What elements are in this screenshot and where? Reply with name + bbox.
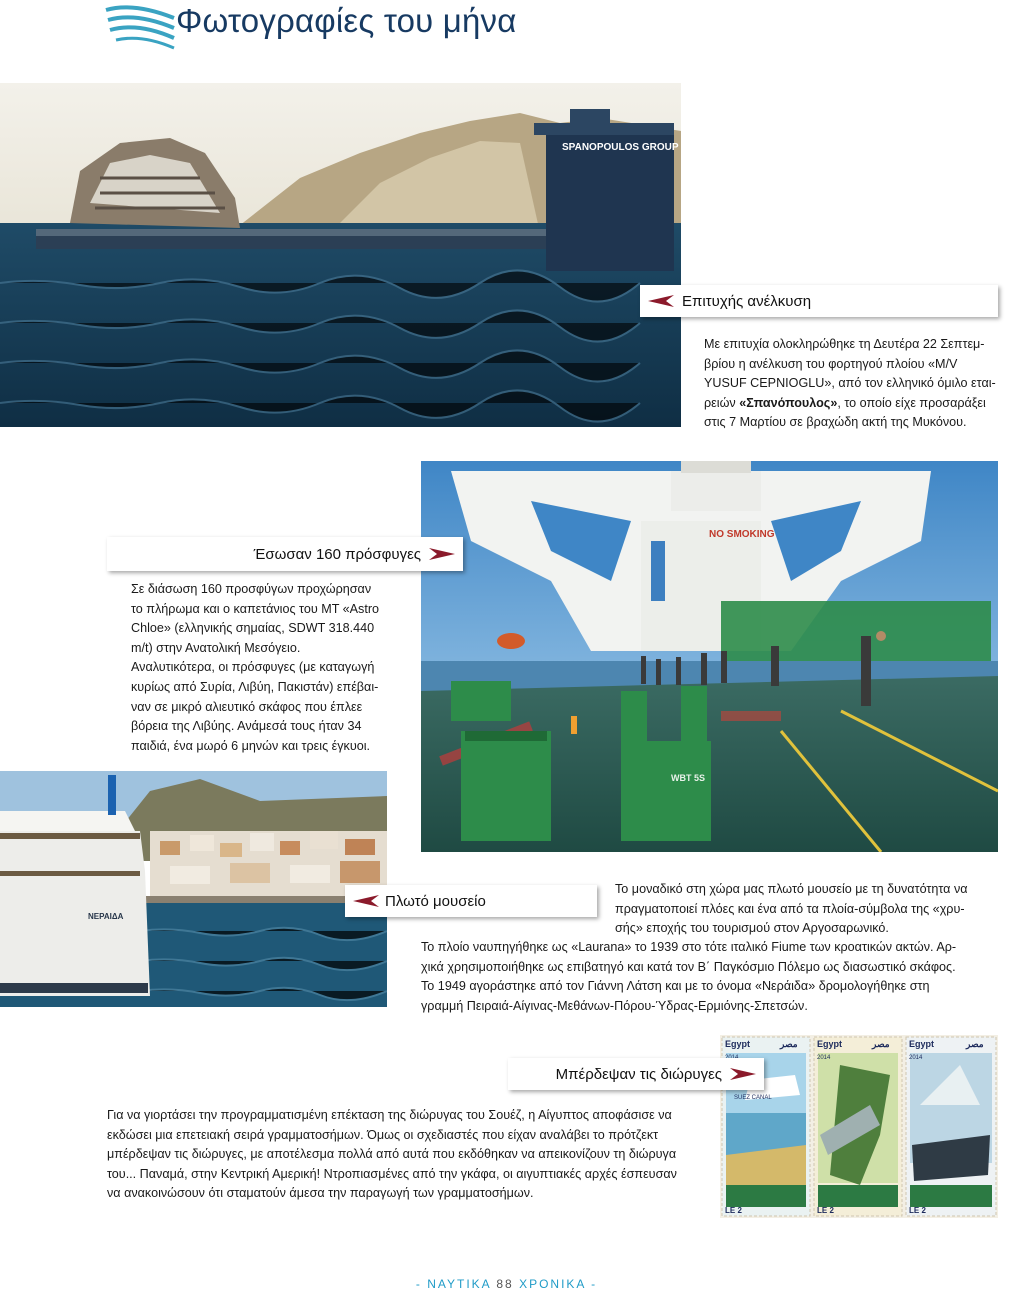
page-footer (0, 1277, 1013, 1291)
no-smoking-sign: NO SMOKING (709, 529, 775, 540)
company-name: «Σπανόπουλος» (739, 395, 838, 410)
stamp-arabic-country: مصر (872, 1039, 890, 1049)
refugees-line: κυρίως από Συρία, Λιβύη, Πακιστάν) επέβαι- (131, 679, 379, 694)
canals-line: εκδώσει μια επετειακή σειρά γραμματοσήμων. Όμως οι σχεδιαστές που είχαν αναλάβει το πρότζεκτ (107, 1127, 659, 1142)
stamp-arabic-country: مصر (966, 1039, 984, 1049)
museum-line: γραμμή Πειραιά-Αίγινας-Μεθάνων-Πόρου-Ύδρας-Ερμιόνης-Σπετσών. (421, 998, 808, 1013)
refugees-line: Chloe» (ελληνικής σημαίας, SDWT 318.440 (131, 621, 375, 636)
canals-line: Για να γιορτάσει την προγραμματισμένη επέκταση της διώρυγας του Σουέζ, η Αίγυπτος αποφάσισε να (107, 1108, 672, 1122)
museum-line: χικά χρησιμοποιήθηκε ως επιβατηγό και κατά τον Β΄ Παγκόσμιο Πόλεμο ως διασωστικό σκάφος. (421, 959, 956, 974)
stamp-country: Egypt (725, 1039, 751, 1049)
caption-refugees-text: Έσωσαν 160 πρόσφυγες (253, 545, 421, 563)
page-number: 88 (496, 1277, 514, 1291)
caption-canals (508, 1058, 764, 1090)
canals-text (107, 1106, 707, 1204)
refugees-line: το πλήρωμα και ο καπετάνιος του ΜΤ «Astro (131, 601, 380, 616)
museum-text-bottom (421, 938, 1006, 1016)
caption-salvage (640, 285, 998, 317)
arrow-right-icon (730, 1068, 756, 1080)
arrow-right-icon (429, 548, 455, 560)
caption-canals-text: Μπέρδεψαν τις διώρυγες (555, 1065, 722, 1083)
refugees-line: παιδιά, ένα μωρό 6 μηνών και τρεις έγκυοι. (131, 738, 371, 753)
salvage-text (704, 335, 1004, 433)
museum-line: Το μοναδικό στη χώρα μας πλωτό μουσείο με τη δυνατότητα να (615, 882, 968, 896)
museum-line: πραγματοποιεί πλόες και ένα από τα πλοία-σύμβολα της «χρυ- (615, 901, 965, 916)
salvage-line: YUSUF CEPNIOGLU», από τον ελληνικό όμιλο εται- (704, 376, 996, 391)
magazine-logo-waves-icon (104, 4, 176, 50)
stamp-canal-label: SUEZ CANAL (734, 1095, 772, 1101)
stamp-year: 2014 (909, 1055, 923, 1061)
tanker-deck-photo (421, 461, 998, 852)
museum-line: Το 1949 αγοράστηκε από τον Γιάννη Λάτση και με το όνομα «Νεράιδα» δρομολογήθηκε στη (421, 979, 930, 994)
refugees-line: Σε διάσωση 160 προσφύγων προχώρησαν (131, 582, 372, 596)
stamp-value: LE 2 (817, 1206, 834, 1215)
caption-salvage-text: Επιτυχής ανέλκυση (682, 292, 812, 310)
museum-line: σής» εποχής του τουρισμού στον Αργοσαρωνικό. (615, 921, 889, 936)
museum-line: Το πλοίο ναυπηγήθηκε ως «Laurana» το 1939 στο τότε ιταλικό Fiume των κροατικών ακτών. Αρ- (421, 940, 957, 954)
stamp-year: 2014 (817, 1055, 831, 1061)
footer-right: ΧΡΟΝΙΚΑ - (519, 1277, 598, 1291)
stamp-arabic-country: مصر (780, 1039, 798, 1049)
caption-museum (345, 885, 597, 917)
footer-left: - ΝΑΥΤΙΚΑ (415, 1277, 492, 1291)
refugees-line: ναν σε μικρό αλιευτικό σκάφος που έπλεε (131, 699, 363, 714)
hydra-harbor-photo (0, 771, 387, 1007)
stamp-country: Egypt (909, 1039, 935, 1049)
page-title-bold: Φωτογραφίες (176, 2, 375, 39)
page-title-thin: του μήνα (383, 2, 517, 39)
boat-name-text: ΝΕΡΑΙΔΑ (88, 912, 124, 921)
refugees-line: Αναλυτικότερα, οι πρόσφυγες (με καταγωγή (131, 660, 375, 675)
museum-text-top (615, 880, 1005, 939)
caption-museum-text: Πλωτό μουσείο (385, 892, 486, 910)
salvage-line: στις 7 Μαρτίου σε βραχώδη ακτή της Μυκόνου. (704, 415, 967, 430)
salvage-photo (0, 83, 681, 427)
refugees-line: βόρεια της Λιβύης. Ανάμεσά τους ήταν 34 (131, 719, 362, 734)
refugees-line: m/t) στην Ανατολική Μεσόγειο. (131, 640, 301, 655)
canals-line: να ανακοινώσουν ότι σταματούν άμεσα την παραγωγή των γραμματοσήμων. (107, 1186, 534, 1201)
stamp-value: LE 2 (909, 1206, 926, 1215)
arrow-left-icon (648, 295, 674, 307)
refugees-text (131, 580, 421, 756)
stamp-value: LE 2 (725, 1206, 742, 1215)
hull-text: SPANOPOULOS GROUP (562, 142, 679, 153)
salvage-line: ρειών «Σπανόπουλος», το οποίο είχε προσαράξει (704, 395, 986, 410)
arrow-left-icon (353, 895, 379, 907)
page-title (176, 2, 517, 40)
salvage-line: βρίου η ανέλκυση του φορτηγού πλοίου «M/V (704, 356, 958, 371)
stamp-country: Egypt (817, 1039, 843, 1049)
caption-refugees (107, 537, 463, 571)
canals-line: του... Παναμά, στην Κεντρική Αμερική! Ντροπιασμένες από την γκάφα, οι αιγυπτιακές αρχές έσπευσαν (107, 1166, 677, 1181)
canals-line: μπέρδεψαν τις διώρυγες, με αποτέλεσμα πολλά από αυτά που εκδόθηκαν να απεικονίζουν τη διώρυγα (107, 1147, 677, 1162)
salvage-line: Με επιτυχία ολοκληρώθηκε τη Δευτέρα 22 Σεπτεμ- (704, 337, 985, 351)
bollard-text: WBT 5S (671, 773, 706, 783)
